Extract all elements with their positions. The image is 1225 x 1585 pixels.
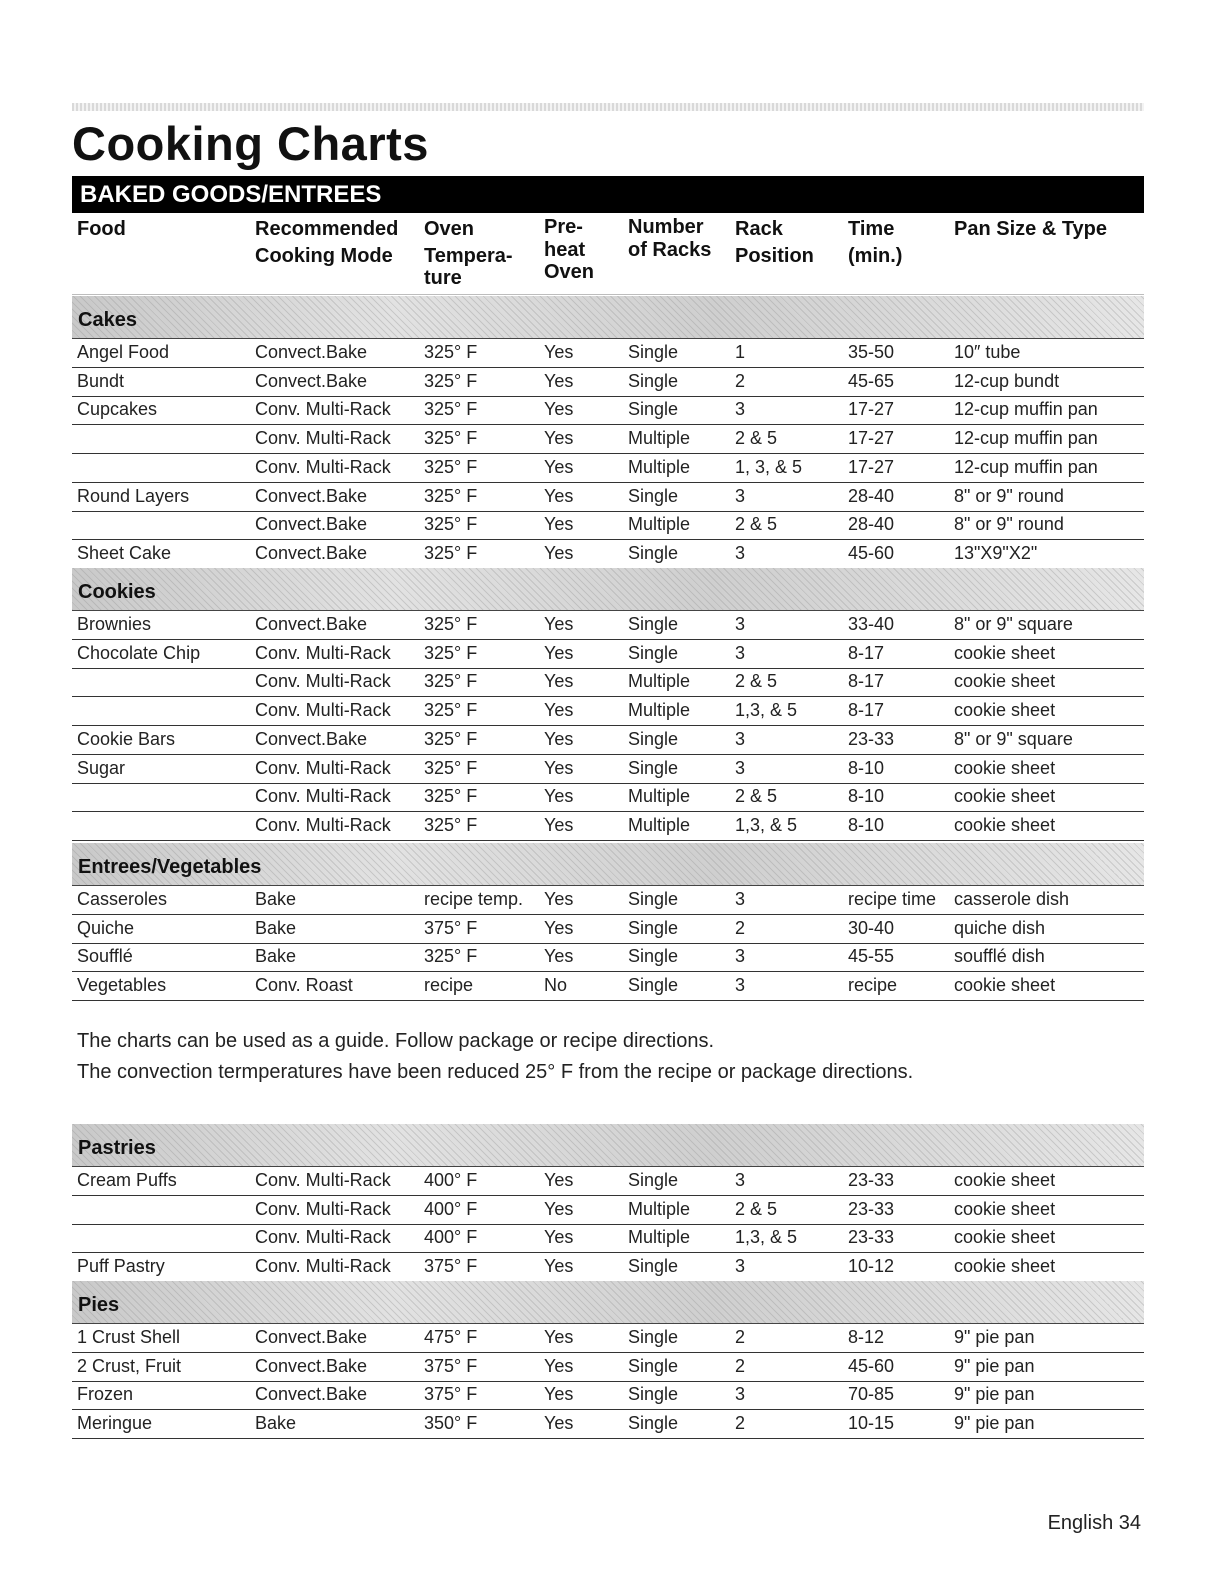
table-row: [72, 1253, 1144, 1282]
section-banner: BAKED GOODS/ENTREES: [72, 176, 1144, 213]
cell-time: 8-10: [848, 757, 885, 778]
cell-time: 8-10: [848, 814, 885, 835]
cell-rack-position: 3: [735, 1384, 746, 1405]
cell-number-of-racks: Single: [628, 485, 679, 506]
cell-pan-size-type: cookie sheet: [954, 1227, 1056, 1248]
cell-number-of-racks: Single: [628, 889, 679, 909]
column-header-preheat-oven: Oven: [544, 261, 595, 283]
cell-rack-position: 3: [735, 399, 746, 420]
section-header: [72, 1281, 1144, 1324]
cell-food: Frozen: [77, 1384, 134, 1405]
cell-number-of-racks: Multiple: [628, 786, 691, 807]
cell-preheat-oven: Yes: [544, 1327, 574, 1347]
cell-food: Cream Puffs: [77, 1170, 177, 1190]
cell-time: 45-55: [848, 946, 895, 967]
table-row: [72, 368, 1144, 397]
cell-preheat-oven: Yes: [544, 728, 574, 749]
cell-rack-position: 3: [735, 1170, 746, 1190]
column-header-oven-temperature: Oven: [424, 218, 475, 240]
cell-preheat-oven: Yes: [544, 456, 574, 477]
cell-pan-size-type: cookie sheet: [954, 1198, 1056, 1219]
table-row: [72, 886, 1144, 915]
cell-oven-temperature: 375° F: [424, 1384, 478, 1405]
cell-time: 10-12: [848, 1256, 895, 1277]
cell-cooking-mode: Conv. Multi-Rack: [255, 399, 391, 420]
cell-rack-position: 1,3, & 5: [735, 700, 798, 721]
column-header-cooking-mode: Recommended: [255, 218, 399, 240]
cell-pan-size-type: 12-cup muffin pan: [954, 428, 1098, 449]
cell-cooking-mode: Conv. Multi-Rack: [255, 814, 391, 835]
cell-rack-position: 2: [735, 1355, 746, 1376]
section-header: [72, 296, 1144, 339]
cell-rack-position: 2 & 5: [735, 514, 778, 535]
cell-number-of-racks: Multiple: [628, 1198, 691, 1219]
column-header-oven-temperature: Tempera-: [424, 245, 513, 267]
cell-oven-temperature: 400° F: [424, 1227, 478, 1248]
cell-number-of-racks: Single: [628, 975, 679, 996]
cell-pan-size-type: 8" or 9" square: [954, 614, 1073, 634]
cell-rack-position: 1,3, & 5: [735, 814, 798, 835]
cell-cooking-mode: Convect.Bake: [255, 1355, 368, 1376]
table-row: [72, 425, 1144, 454]
cell-oven-temperature: 350° F: [424, 1413, 478, 1434]
cell-food: Quiche: [77, 917, 135, 938]
cell-rack-position: 3: [735, 757, 746, 778]
cell-rack-position: 3: [735, 889, 746, 909]
cell-rack-position: 3: [735, 946, 746, 967]
section-title: Pastries: [78, 1137, 156, 1159]
cell-number-of-racks: Single: [628, 370, 679, 391]
cell-pan-size-type: 8" or 9" square: [954, 728, 1073, 749]
cell-food: Casseroles: [77, 889, 168, 909]
cell-preheat-oven: Yes: [544, 814, 574, 835]
cell-oven-temperature: 325° F: [424, 542, 478, 563]
cell-rack-position: 1: [735, 342, 746, 362]
cell-time: 45-65: [848, 370, 895, 391]
cell-food: Angel Food: [77, 342, 170, 362]
cell-food: Meringue: [77, 1413, 153, 1434]
cell-number-of-racks: Single: [628, 946, 679, 967]
cell-pan-size-type: 8" or 9" round: [954, 514, 1064, 535]
table-row: [72, 812, 1144, 841]
cell-time: 28-40: [848, 485, 895, 506]
cell-preheat-oven: Yes: [544, 1198, 574, 1219]
table-row: [72, 339, 1144, 368]
column-header-food: Food: [77, 218, 126, 240]
cell-number-of-racks: Single: [628, 728, 679, 749]
table-row: [72, 396, 1144, 425]
cell-time: 28-40: [848, 514, 895, 535]
cell-rack-position: 3: [735, 1256, 746, 1277]
cell-pan-size-type: cookie sheet: [954, 786, 1056, 807]
cell-oven-temperature: 325° F: [424, 485, 478, 506]
cell-cooking-mode: Bake: [255, 917, 297, 938]
cell-number-of-racks: Single: [628, 1384, 679, 1405]
cell-food: 2 Crust, Fruit: [77, 1355, 182, 1376]
cell-rack-position: 2: [735, 1327, 746, 1347]
cell-cooking-mode: Convect.Bake: [255, 342, 368, 362]
cell-number-of-racks: Single: [628, 614, 679, 634]
cell-cooking-mode: Conv. Roast: [255, 975, 353, 996]
cell-time: 10-15: [848, 1413, 895, 1434]
cell-number-of-racks: Single: [628, 1355, 679, 1376]
cell-time: recipe time: [848, 889, 937, 909]
table-row: [72, 1353, 1144, 1382]
cell-cooking-mode: Convect.Bake: [255, 728, 368, 749]
cell-food: Puff Pastry: [77, 1256, 165, 1277]
column-header-preheat-oven: Pre-: [544, 216, 583, 238]
cell-food: 1 Crust Shell: [77, 1327, 181, 1347]
table-row: [72, 540, 1144, 569]
cell-preheat-oven: Yes: [544, 428, 574, 449]
cell-preheat-oven: Yes: [544, 370, 574, 391]
cell-time: 35-50: [848, 342, 895, 362]
cell-pan-size-type: 9" pie pan: [954, 1327, 1035, 1347]
cell-cooking-mode: Convect.Bake: [255, 542, 368, 563]
cell-rack-position: 1, 3, & 5: [735, 456, 803, 477]
section-title: Pies: [78, 1294, 120, 1316]
cell-pan-size-type: 12-cup muffin pan: [954, 456, 1098, 477]
cell-preheat-oven: Yes: [544, 342, 574, 362]
cell-food: Brownies: [77, 614, 152, 634]
cell-rack-position: 2 & 5: [735, 786, 778, 807]
cell-oven-temperature: recipe: [424, 975, 474, 996]
cell-oven-temperature: 400° F: [424, 1198, 478, 1219]
cell-pan-size-type: cookie sheet: [954, 975, 1056, 996]
table-row: [72, 1410, 1144, 1439]
cell-rack-position: 3: [735, 485, 746, 506]
cell-rack-position: 2: [735, 917, 746, 938]
cell-pan-size-type: cookie sheet: [954, 1256, 1056, 1277]
cell-cooking-mode: Convect.Bake: [255, 1384, 368, 1405]
cell-preheat-oven: Yes: [544, 1384, 574, 1405]
cell-pan-size-type: casserole dish: [954, 889, 1070, 909]
cell-pan-size-type: 8" or 9" round: [954, 485, 1064, 506]
cell-pan-size-type: cookie sheet: [954, 757, 1056, 778]
cell-cooking-mode: Bake: [255, 1413, 297, 1434]
table-row: [72, 511, 1144, 540]
section-header: [72, 843, 1144, 886]
cell-rack-position: 2: [735, 1413, 746, 1434]
cell-oven-temperature: 325° F: [424, 370, 478, 391]
cell-number-of-racks: Single: [628, 642, 679, 663]
cell-pan-size-type: 10″ tube: [954, 342, 1021, 362]
cell-preheat-oven: Yes: [544, 1227, 574, 1248]
cell-preheat-oven: Yes: [544, 642, 574, 663]
cell-cooking-mode: Conv. Multi-Rack: [255, 700, 391, 721]
table-row: [72, 972, 1144, 1001]
cell-pan-size-type: cookie sheet: [954, 700, 1056, 721]
cell-time: 8-17: [848, 700, 885, 721]
cell-cooking-mode: Conv. Multi-Rack: [255, 428, 391, 449]
cell-time: 8-17: [848, 642, 885, 663]
cell-cooking-mode: Conv. Multi-Rack: [255, 757, 391, 778]
cell-rack-position: 3: [735, 642, 746, 663]
cell-preheat-oven: Yes: [544, 614, 574, 634]
cell-oven-temperature: 375° F: [424, 917, 478, 938]
cell-oven-temperature: 325° F: [424, 814, 478, 835]
column-header-rack-position: Position: [735, 245, 814, 267]
cell-oven-temperature: 325° F: [424, 399, 478, 420]
section-header: [72, 568, 1144, 611]
cell-rack-position: 3: [735, 728, 746, 749]
table-row: [72, 640, 1144, 669]
table-row: [72, 755, 1144, 784]
cell-number-of-racks: Multiple: [628, 814, 691, 835]
table-row: [72, 783, 1144, 812]
cell-pan-size-type: quiche dish: [954, 917, 1046, 938]
cell-oven-temperature: 325° F: [424, 700, 478, 721]
cell-cooking-mode: Conv. Multi-Rack: [255, 1170, 391, 1190]
cell-oven-temperature: 400° F: [424, 1170, 478, 1190]
cell-preheat-oven: Yes: [544, 917, 574, 938]
table-row: [72, 1196, 1144, 1225]
cell-pan-size-type: 9" pie pan: [954, 1413, 1035, 1434]
table-row: [72, 915, 1144, 944]
cell-preheat-oven: Yes: [544, 671, 574, 692]
table-row: [72, 1224, 1144, 1253]
cell-preheat-oven: Yes: [544, 1256, 574, 1277]
cell-pan-size-type: cookie sheet: [954, 642, 1056, 663]
table-row: [72, 1381, 1144, 1410]
cell-time: 30-40: [848, 917, 895, 938]
cell-preheat-oven: Yes: [544, 1413, 574, 1434]
cell-number-of-racks: Single: [628, 1327, 679, 1347]
cell-number-of-racks: Single: [628, 917, 679, 938]
cell-oven-temperature: recipe temp.: [424, 889, 524, 909]
cell-preheat-oven: No: [544, 975, 568, 996]
cell-cooking-mode: Conv. Multi-Rack: [255, 642, 391, 663]
cell-oven-temperature: 325° F: [424, 342, 478, 362]
cell-number-of-racks: Single: [628, 1413, 679, 1434]
cell-cooking-mode: Conv. Multi-Rack: [255, 1227, 391, 1248]
cell-pan-size-type: 9" pie pan: [954, 1384, 1035, 1405]
cell-oven-temperature: 375° F: [424, 1256, 478, 1277]
cell-cooking-mode: Bake: [255, 889, 297, 909]
cell-pan-size-type: 13"X9"X2": [954, 542, 1038, 563]
cell-cooking-mode: Convect.Bake: [255, 514, 368, 535]
cell-time: 23-33: [848, 1227, 895, 1248]
cell-food: Round Layers: [77, 485, 190, 506]
note-text: The convection termperatures have been reduced 25° F from the recipe or package directions.: [77, 1061, 914, 1083]
cell-time: 70-85: [848, 1384, 895, 1405]
column-header-oven-temperature: ture: [424, 267, 462, 289]
cell-food: Chocolate Chip: [77, 642, 201, 663]
column-header-rack-position: Rack: [735, 218, 783, 240]
cell-cooking-mode: Convect.Bake: [255, 485, 368, 506]
cell-number-of-racks: Single: [628, 399, 679, 420]
cell-oven-temperature: 375° F: [424, 1355, 478, 1376]
cell-time: recipe: [848, 975, 898, 996]
cell-oven-temperature: 325° F: [424, 671, 478, 692]
cell-time: 23-33: [848, 1198, 895, 1219]
cell-preheat-oven: Yes: [544, 757, 574, 778]
column-header-preheat-oven: heat: [544, 239, 586, 261]
cell-cooking-mode: Convect.Bake: [255, 370, 368, 391]
cell-oven-temperature: 325° F: [424, 786, 478, 807]
page-footer: English 34: [1047, 1512, 1141, 1534]
cell-number-of-racks: Single: [628, 542, 679, 563]
cell-preheat-oven: Yes: [544, 542, 574, 563]
cell-food: Vegetables: [77, 975, 167, 996]
cell-oven-temperature: 325° F: [424, 456, 478, 477]
cell-pan-size-type: cookie sheet: [954, 671, 1056, 692]
column-header-number-of-racks: of Racks: [628, 239, 712, 261]
cell-oven-temperature: 325° F: [424, 614, 478, 634]
cell-number-of-racks: Multiple: [628, 428, 691, 449]
cell-time: 8-17: [848, 671, 885, 692]
cell-number-of-racks: Single: [628, 342, 679, 362]
cell-preheat-oven: Yes: [544, 700, 574, 721]
cell-time: 23-33: [848, 1170, 895, 1190]
cell-time: 45-60: [848, 1355, 895, 1376]
cell-pan-size-type: 12-cup muffin pan: [954, 399, 1098, 420]
cell-time: 17-27: [848, 428, 895, 449]
cell-time: 8-10: [848, 786, 885, 807]
cell-preheat-oven: Yes: [544, 1355, 574, 1376]
cell-rack-position: 1,3, & 5: [735, 1227, 798, 1248]
cell-cooking-mode: Conv. Multi-Rack: [255, 1256, 391, 1277]
cell-food: Cookie Bars: [77, 728, 176, 749]
cell-cooking-mode: Bake: [255, 946, 297, 967]
cell-cooking-mode: Conv. Multi-Rack: [255, 456, 391, 477]
cell-oven-temperature: 325° F: [424, 514, 478, 535]
table-row: [72, 726, 1144, 755]
section-header: [72, 1124, 1144, 1167]
cell-cooking-mode: Conv. Multi-Rack: [255, 786, 391, 807]
cell-preheat-oven: Yes: [544, 946, 574, 967]
cell-oven-temperature: 325° F: [424, 946, 478, 967]
table-row: [72, 943, 1144, 972]
column-header-number-of-racks: Number: [628, 216, 704, 238]
cell-preheat-oven: Yes: [544, 485, 574, 506]
cell-time: 45-60: [848, 542, 895, 563]
cell-cooking-mode: Convect.Bake: [255, 614, 368, 634]
cell-preheat-oven: Yes: [544, 889, 574, 909]
cell-oven-temperature: 325° F: [424, 728, 478, 749]
cell-pan-size-type: cookie sheet: [954, 1170, 1056, 1190]
column-header-cooking-mode: Cooking Mode: [255, 245, 393, 267]
cell-rack-position: 2 & 5: [735, 1198, 778, 1219]
section-title: Cakes: [78, 309, 137, 331]
table-row: [72, 1167, 1144, 1196]
cell-pan-size-type: soufflé dish: [954, 946, 1045, 967]
cell-food: Sugar: [77, 757, 126, 778]
cell-food: Soufflé: [77, 946, 133, 967]
cell-time: 33-40: [848, 614, 895, 634]
cell-number-of-racks: Multiple: [628, 456, 691, 477]
table-row: [72, 454, 1144, 483]
table-row: [72, 668, 1144, 697]
cell-number-of-racks: Single: [628, 757, 679, 778]
header-divider: [72, 294, 1144, 295]
cell-cooking-mode: Conv. Multi-Rack: [255, 671, 391, 692]
cell-oven-temperature: 475° F: [424, 1327, 478, 1347]
cell-rack-position: 2: [735, 370, 746, 391]
cell-time: 8-12: [848, 1327, 885, 1347]
table-row: [72, 483, 1144, 512]
cell-number-of-racks: Multiple: [628, 514, 691, 535]
cell-number-of-racks: Multiple: [628, 1227, 691, 1248]
cell-food: Bundt: [77, 370, 125, 391]
cell-preheat-oven: Yes: [544, 1170, 574, 1190]
cell-cooking-mode: Convect.Bake: [255, 1327, 368, 1347]
column-header-pan-size-type: Pan Size & Type: [954, 218, 1108, 240]
cell-rack-position: 2 & 5: [735, 428, 778, 449]
cell-number-of-racks: Single: [628, 1170, 679, 1190]
cell-rack-position: 3: [735, 542, 746, 563]
cell-number-of-racks: Single: [628, 1256, 679, 1277]
cell-cooking-mode: Conv. Multi-Rack: [255, 1198, 391, 1219]
cell-preheat-oven: Yes: [544, 399, 574, 420]
table-row: [72, 697, 1144, 726]
cell-time: 17-27: [848, 399, 895, 420]
note-text: The charts can be used as a guide. Follow package or recipe directions.: [77, 1030, 715, 1052]
cell-oven-temperature: 325° F: [424, 757, 478, 778]
cell-time: 17-27: [848, 456, 895, 477]
table-row: [72, 1324, 1144, 1353]
section-title: Cookies: [78, 581, 156, 603]
cell-rack-position: 3: [735, 614, 746, 634]
page-title: Cooking Charts: [72, 117, 429, 170]
cell-number-of-racks: Multiple: [628, 700, 691, 721]
cell-food: Cupcakes: [77, 399, 158, 420]
cell-food: Sheet Cake: [77, 542, 172, 563]
cell-rack-position: 3: [735, 975, 746, 996]
cell-preheat-oven: Yes: [544, 786, 574, 807]
cell-oven-temperature: 325° F: [424, 428, 478, 449]
cell-number-of-racks: Multiple: [628, 671, 691, 692]
section-title: Entrees/Vegetables: [78, 856, 262, 878]
cell-oven-temperature: 325° F: [424, 642, 478, 663]
cell-pan-size-type: 12-cup bundt: [954, 370, 1060, 391]
cell-preheat-oven: Yes: [544, 514, 574, 535]
column-header-time: (min.): [848, 245, 903, 267]
top-decorative-rule: [72, 103, 1144, 111]
cell-rack-position: 2 & 5: [735, 671, 778, 692]
cell-time: 23-33: [848, 728, 895, 749]
cell-pan-size-type: 9" pie pan: [954, 1355, 1035, 1376]
cell-pan-size-type: cookie sheet: [954, 814, 1056, 835]
table-row: [72, 611, 1144, 640]
column-header-time: Time: [848, 218, 895, 240]
